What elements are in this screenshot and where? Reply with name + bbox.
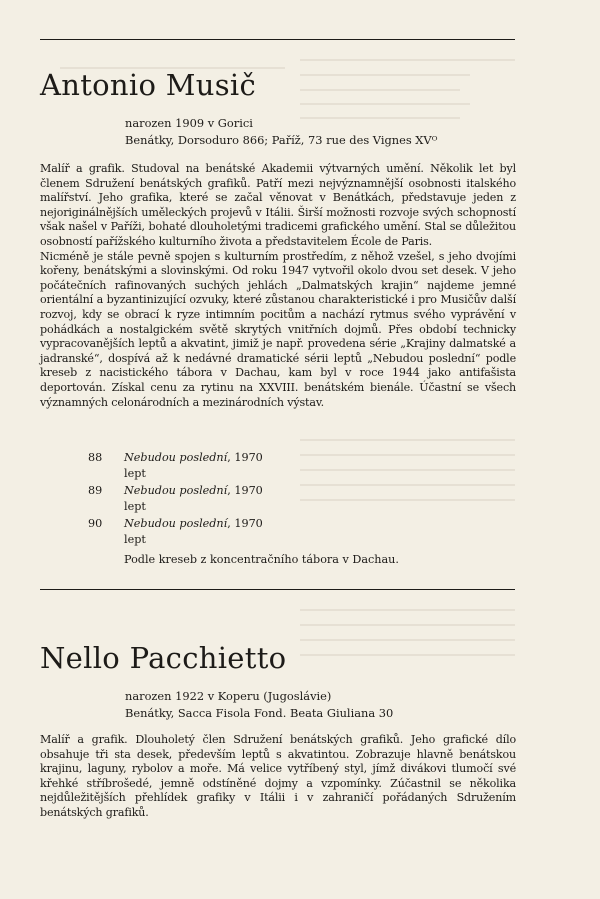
bio-paragraph: Nicméně je stále pevně spojen s kulturním prostředím, z něhož vzešel, s jeho dvojími kořeny, benátskými a slovinskými. Od roku 1947 vytvořil okolo dvou set desek. V jeho počátečních rafinovaných suchých jehlách „Dalmatských krajin“ najdeme jemné orientální a byzantinizující ozvuky, které zůstanou charakteristické i pro Musičův další rozvoj, kdy se obrací k ryze intimním pocitům a nachází rytmus svého vyprávění v pohádkách a nostalgickém světě skrytých vnitřních dojmů. Přes období technicky vypracovanějších leptů a akvatint, jimiž je např. provedena série „Krajiny dalmatské a jadranské“, dospívá až k nedávné dramatické sérii leptů „Nebudou poslední“ podle kreseb z nacistického tábora v Dachau, kam byl v roce 1944 jako antifašista deportován. Získal cenu za rytinu na XXVIII. benátském bienále. Účastní se všech významných celonárodních a mezinárodních výstav. (40, 249, 516, 409)
work-title: Nebudou poslední (124, 451, 228, 464)
work-title-line (124, 450, 263, 466)
works-note: Podle kreseb z koncentračního tábora v Dachau. (124, 553, 399, 566)
artist-address: Benátky, Dorsoduro 866; Paříž, 73 rue des Vignes XVᴼ (125, 133, 438, 147)
work-title: Nebudou poslední (124, 516, 228, 530)
work-number: 90 (88, 516, 103, 530)
section-rule-top (40, 39, 515, 40)
artist-birth: narozen 1922 v Koperu (Jugoslávie) (125, 689, 332, 703)
artist-birth: narozen 1909 v Gorici (125, 116, 253, 130)
artist-meta (125, 688, 393, 722)
work-title-line (124, 483, 263, 499)
artist-biography (40, 733, 516, 821)
work-technique: lept (124, 532, 146, 546)
work-technique: lept (124, 500, 146, 514)
work-title: Nebudou poslední (124, 483, 228, 497)
work-year: , 1970 (227, 451, 263, 464)
section-rule-middle (40, 589, 515, 590)
work-year: , 1970 (227, 483, 263, 497)
artist-biography (40, 162, 516, 410)
bio-paragraph: Malíř a grafik. Studoval na benátské Akademii výtvarných umění. Několik let byl členem Sdružení benátských grafiků. Patří mezi nejvýznamnější osobnosti italského malířství. Jeho grafika, které se začal věnovat v Benátkách, představuje jeden z nejoriginálnějších uměleckých projevů v Itálii. Širší možnosti rozvoje svých schopností však našel v Paříži, bohaté dlouholetými tradicemi grafického umění. Stal se důležitou osobností pařížského kulturního života a představitelem École de Paris. (40, 162, 516, 248)
work-title-line (124, 516, 263, 532)
work-year: , 1970 (227, 516, 263, 530)
artist-meta (125, 115, 438, 149)
work-number: 88 (88, 451, 103, 464)
work-number: 89 (88, 483, 103, 497)
bio-paragraph: Malíř a grafik. Dlouholetý člen Sdružení benátských grafiků. Jeho grafické dílo obsahuje tři sta desek, především leptů s akvatintou. Zobrazuje hlavně benátskou krajinu, laguny, rybolov a moře. Má velice vytříbený styl, jímž divákovi tlumočí své křehké stříbrošedé, jemně odstíněné dojmy a vzpomínky. Zúčastnil se několika nejdůležitějších přehlídek grafiky v Itálii i v zahraničí pořádaných Sdružením benátských grafiků. (40, 733, 516, 819)
artist-address: Benátky, Sacca Fisola Fond. Beata Giuliana 30 (125, 706, 394, 720)
artist-name: Nello Pacchietto (40, 641, 287, 675)
work-technique: lept (124, 467, 146, 481)
artist-name: Antonio Musič (40, 68, 257, 102)
